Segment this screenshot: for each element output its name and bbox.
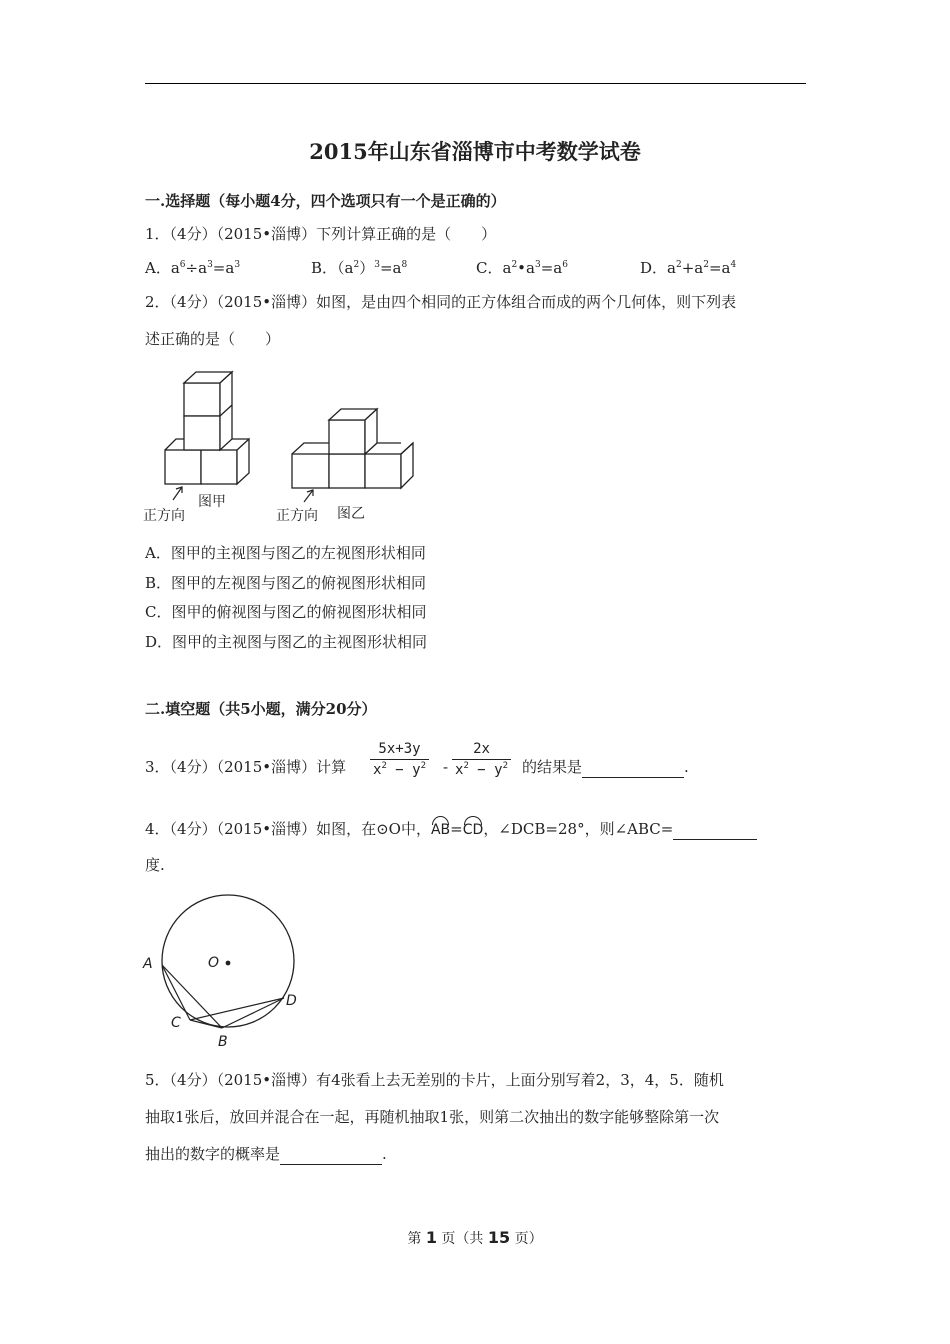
q2-option-a: A．图甲的主视图与图乙的左视图形状相同 [145,544,426,562]
q3-minus: - [443,758,449,776]
label-d: D [286,993,297,1009]
page-total: 15 [487,1228,511,1247]
q3-suffix: 的结果是 . [522,758,689,776]
arc-ab: AB [431,816,450,840]
q1-option-a: A．$a^6\div a^3=a^3$ [145,259,241,277]
arc-cd: CD [463,816,484,840]
q2-stem-line2: 述正确的是（ ） [145,330,281,348]
page-footer: 第 1 页（共 15 页） [407,1228,543,1247]
circle-figure [140,893,330,1053]
label-o: O [208,955,220,971]
q1-option-c: C．$a^2•a^3=a^6$ [476,259,568,277]
direction-arrows [173,487,313,502]
q1-stem: 1．（4分）（2015•淄博）下列计算正确的是（ ） [145,225,497,243]
page-title: 2015年山东省淄博市中考数学试卷 [309,139,641,164]
label-b: B [218,1034,228,1050]
direction-label-b: 正方向 [276,508,318,524]
q3-fraction-1: 5x+3y $x^2 - y^2$ [370,741,429,778]
q5-line1: 5．（4分）（2015•淄博）有4张看上去无差别的卡片，上面分别写着2，3，4，5．随机 [145,1071,724,1089]
q5-line2: 抽取1张后，放回并混合在一起，再随机抽取1张，则第二次抽出的数字能够整除第一次 [145,1108,720,1126]
label-c: C [171,1015,181,1031]
q1-option-d: D．$a^2+a^2=a^4$ [640,259,737,277]
q2-option-c: C．图甲的俯视图与图乙的俯视图形状相同 [145,603,427,621]
q3-answer-blank[interactable] [582,757,684,778]
q5-answer-blank[interactable] [280,1144,382,1165]
figure-label-jia: 图甲 [198,494,226,510]
q4-line2: 度. [145,856,165,874]
q4-line1: 4．（4分）（2015•淄博）如图，在⊙O中，AB=CD，∠DCB=28°，则∠ABC= [145,816,757,840]
q5-line3: 抽出的数字的概率是 . [145,1145,387,1163]
section1-heading: 一.选择题（每小题4分，四个选项只有一个是正确的） [145,192,506,210]
cube-figures [140,368,420,528]
figure-jia [165,372,249,484]
q4-answer-blank[interactable] [673,819,757,840]
page-number: 1 [425,1228,437,1247]
q1-option-b: B．$(a^2)^3=a^8$ [311,259,408,277]
label-a: A [143,956,153,972]
q2-option-b: B．图甲的左视图与图乙的俯视图形状相同 [145,574,427,592]
q3-fraction-2: 2x $x^2 - y^2$ [452,741,511,778]
q2-stem-line1: 2．（4分）（2015•淄博）如图，是由四个相同的正方体组合而成的两个几何体，则下列表 [145,293,737,311]
q2-option-d: D．图甲的主视图与图乙的主视图形状相同 [145,633,428,651]
q3-prefix: 3．（4分）（2015•淄博）计算 [145,758,347,776]
figure-label-yi: 图乙 [337,506,365,522]
header-rule [145,83,806,84]
direction-label-a: 正方向 [143,508,185,524]
figure-yi [292,409,413,488]
section2-heading: 二.填空题（共5小题，满分20分） [145,700,377,718]
